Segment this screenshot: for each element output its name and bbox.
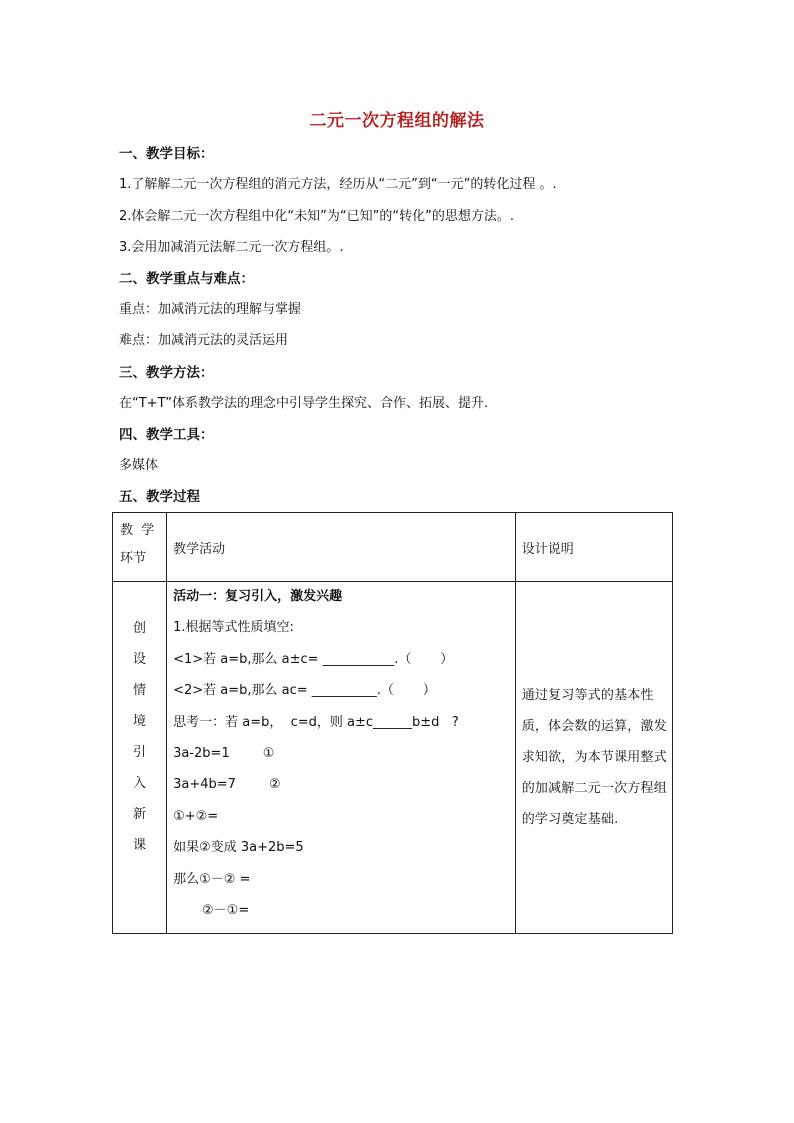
header-stage-line2: 环节 [120, 551, 147, 566]
page-title: 二元一次方程组的解法 [309, 111, 485, 131]
header-stage-cell [113, 513, 167, 582]
activity-line: ②－①= [173, 902, 250, 918]
goals-heading: 一、教学目标： [119, 146, 214, 162]
goal-item-1: 1.了解解二元一次方程组的消元方法，经历从“二元”到“一元”的转化过程 。. [119, 177, 557, 192]
process-table [112, 512, 673, 934]
activity-line: 3a-2b=1 ① [173, 745, 275, 761]
goal-item-3: 3.会用加减消元法解二元一次方程组。. [119, 240, 344, 255]
activity-line: 那么①－② = [173, 871, 251, 887]
stage-char: 创 [133, 621, 147, 636]
design-note-cell: 通过复习等式的基本性质，体会数的运算，激发求知欲，为本节课用整式的加减解二元一次方程组的学习奠定基础. [515, 582, 672, 934]
activity-line: 1.根据等式性质填空: [173, 620, 294, 636]
key-heading: 二、教学重点与难点： [119, 271, 254, 287]
activity-line: 思考一：若 a=b， c=d，则 a±c______b±d ? [173, 714, 459, 730]
difficulty: 难点：加减消元法的灵活运用 [119, 333, 289, 348]
stage-char: 情 [133, 683, 147, 698]
stage-char: 引 [133, 745, 147, 760]
stage-char: 新 [133, 807, 147, 822]
tools-heading: 四、教学工具： [119, 427, 214, 443]
stage-char: 设 [133, 652, 147, 667]
activity-line: ①+②= [173, 808, 219, 824]
process-heading: 五、教学过程 [119, 489, 200, 505]
table-header-row [113, 513, 673, 582]
key-point: 重点：加减消元法的理解与掌握 [119, 302, 302, 317]
method-heading: 三、教学方法： [119, 365, 214, 381]
header-design-cell: 设计说明 [515, 513, 672, 582]
header-activity-cell: 教学活动 [167, 513, 516, 582]
activity-line: 如果②变成 3a+2b=5 [173, 840, 304, 856]
activity-line: <2>若 a=b,那么 ac= __________.（ ） [173, 683, 436, 699]
stage-char: 境 [133, 714, 147, 729]
activity-line: <1>若 a=b,那么 a±c= ___________.（ ） [173, 651, 454, 667]
table-row [113, 582, 673, 934]
activity-line: 3a+4b=7 ② [173, 777, 281, 793]
stage-char: 课 [133, 838, 147, 853]
stage-cell [113, 582, 167, 934]
goal-item-2: 2.体会解二元一次方程组中化“未知”为“已知”的“转化”的思想方法。. [119, 209, 514, 224]
activity-cell [167, 582, 516, 934]
stage-char: 入 [133, 776, 147, 791]
header-stage-line1: 教 学 [120, 523, 155, 538]
method-text: 在“T+T”体系教学法的理念中引导学生探究、合作、拓展、提升. [119, 396, 489, 411]
activity-title: 活动一：复习引入，激发兴趣 [173, 589, 343, 604]
tools-text: 多媒体 [119, 458, 159, 473]
